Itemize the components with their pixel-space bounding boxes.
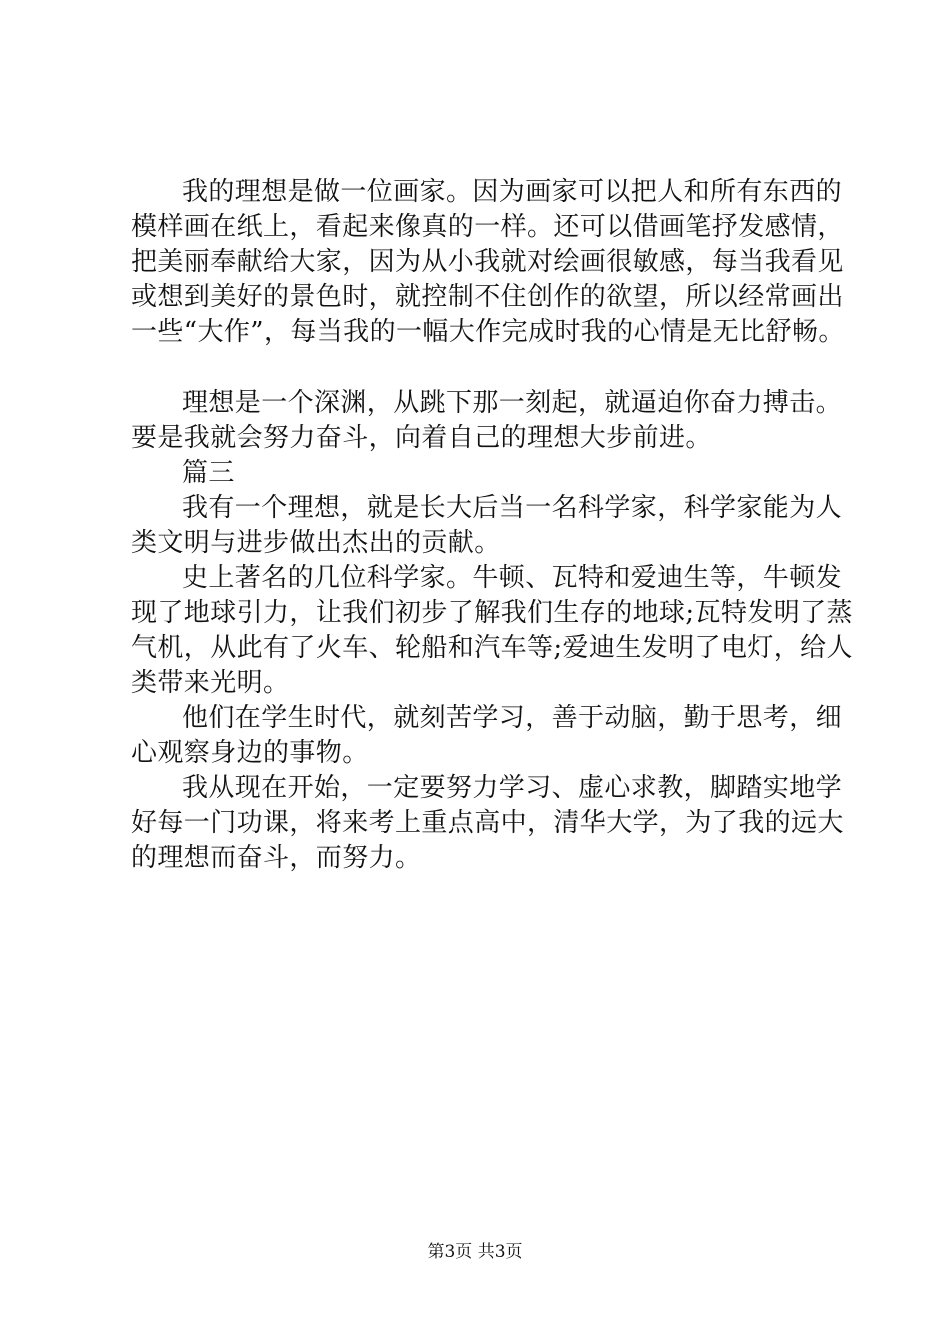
body-line: 气机，从此有了火车、轮船和汽车等;爱迪生发明了电灯，给人: [131, 633, 853, 663]
body-line: 模样画在纸上，看起来像真的一样。还可以借画笔抒发感情，: [131, 212, 844, 242]
body-line: 要是我就会努力奋斗，向着自己的理想大步前进。: [131, 423, 712, 453]
body-line: 心观察身边的事物。: [131, 738, 369, 768]
body-line: 或想到美好的景色时，就控制不住创作的欲望，所以经常画出: [131, 282, 844, 312]
body-line: 类文明与进步做出杰出的贡献。: [131, 528, 501, 558]
page-number-footer: 第3页 共3页: [427, 1242, 523, 1262]
body-line: 他们在学生时代，就刻苦学习，善于动脑，勤于思考，细: [182, 703, 843, 733]
body-line: 类带来光明。: [131, 668, 290, 698]
body-line: 现了地球引力，让我们初步了解我们生存的地球;瓦特发明了蒸: [131, 598, 853, 628]
body-line: 一些“大作”，每当我的一幅大作完成时我的心情是无比舒畅。: [131, 317, 845, 347]
body-line: 的理想而奋斗，而努力。: [131, 843, 422, 873]
body-line: 好每一门功课，将来考上重点高中，清华大学，为了我的远大: [131, 808, 844, 838]
body-line: 史上著名的几位科学家。牛顿、瓦特和爱迪生等，牛顿发: [182, 563, 843, 593]
body-line: 我从现在开始，一定要努力学习、虚心求教，脚踏实地学: [182, 773, 843, 803]
body-line: 把美丽奉献给大家，因为从小我就对绘画很敏感，每当我看见: [131, 247, 844, 277]
body-line: 我的理想是做一位画家。因为画家可以把人和所有东西的: [182, 177, 843, 207]
body-line: 理想是一个深渊，从跳下那一刻起，就逼迫你奋力搏击。: [182, 388, 843, 418]
body-line: 我有一个理想，就是长大后当一名科学家，科学家能为人: [182, 493, 843, 523]
section-heading: 篇三: [182, 458, 235, 488]
